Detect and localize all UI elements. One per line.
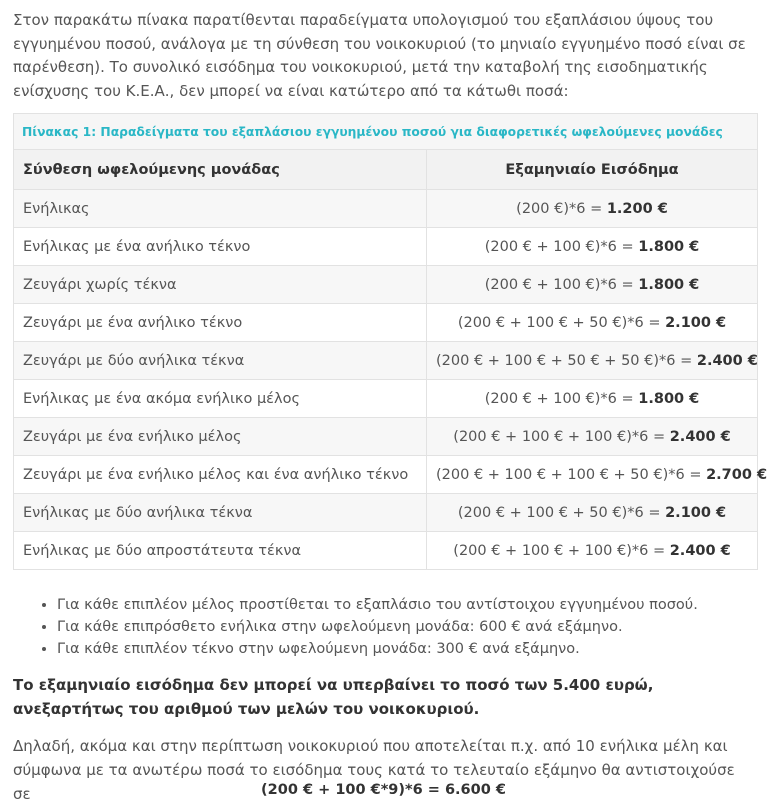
row-formula: (200 € + 100 €)*6 =	[484, 238, 639, 255]
row-total: 2.400 €	[696, 352, 758, 369]
row-income	[427, 494, 758, 532]
row-formula: (200 € + 100 € + 50 €)*6 =	[457, 504, 666, 521]
row-composition: Ενήλικας με ένα ανήλικο τέκνο	[14, 228, 427, 266]
row-composition: Ενήλικας με δύο απροστάτευτα τέκνα	[14, 532, 427, 570]
row-total: 1.800 €	[638, 238, 700, 255]
row-composition: Ζευγάρι με ένα ενήλικο μέλος και ένα ανήλικο τέκνο	[14, 456, 427, 494]
row-formula: (200 € + 100 € + 100 € + 50 €)*6 =	[436, 466, 707, 483]
limit-note: Το εξαμηνιαίο εισόδημα δεν μπορεί να υπερβαίνει το ποσό των 5.400 ευρώ, ανεξαρτήτως του αριθμού των μελών του νοικοκυριού.	[13, 676, 654, 718]
table-row	[14, 190, 758, 228]
example-paragraph: Δηλαδή, ακόμα και στην περίπτωση νοικοκυριού που αποτελείται π.χ. από 10 ενήλικα μέλη και σύμφωνα με τα ανωτέρω ποσά το εισόδημα τους κατά το τελευταίο εξάμηνο θα αντιστοιχούσε σε	[13, 737, 735, 803]
table-header-row	[14, 150, 758, 190]
row-composition: Ζευγάρι με ένα ανήλικο τέκνο	[14, 304, 427, 342]
row-formula: (200 € + 100 €)*6 =	[484, 390, 639, 407]
row-formula: (200 € + 100 € + 100 €)*6 =	[453, 542, 670, 559]
row-formula: (200 €)*6 =	[516, 200, 607, 217]
header-composition: Σύνθεση ωφελούμενης μονάδας	[14, 150, 427, 190]
row-total: 2.100 €	[665, 314, 727, 331]
intro-paragraph: Στον παρακάτω πίνακα παρατίθενται παραδείγματα υπολογισμού του εξαπλάσιου ύψους του εγγυημένου ποσού, ανάλογα με τη σύνθεση του νοικοκυριού (το μηνιαίο εγγυημένο ποσό είναι σε παρένθεση). Το συνολικό εισόδημα του νοικοκυριού, μετά την καταβολή της εισοδηματικής ενίσχυσης του Κ.Ε.Α., δεν μπορεί να είναι κατώτερο από τα κάτωθι ποσά:	[13, 11, 746, 100]
table-row	[14, 304, 758, 342]
example-formula: (200 € + 100 €*9)*6 = 6.600 €	[261, 782, 506, 798]
table-caption-row	[14, 114, 758, 150]
row-total: 2.400 €	[669, 542, 731, 559]
table-row	[14, 418, 758, 456]
row-total: 2.100 €	[665, 504, 727, 521]
list-item: • Για κάθε επιπρόσθετο ενήλικα στην ωφελούμενη μονάδα: 600 € ανά εξάμηνο.	[57, 616, 755, 638]
row-formula: (200 € + 100 € + 100 €)*6 =	[453, 428, 670, 445]
table-row	[14, 532, 758, 570]
list-item: • Για κάθε επιπλέον μέλος προστίθεται το εξαπλάσιο του αντίστοιχου εγγυημένου ποσού.	[57, 594, 755, 616]
list-item: • Για κάθε επιπλέον τέκνο στην ωφελούμενη μονάδα: 300 € ανά εξάμηνο.	[57, 638, 755, 660]
row-income	[427, 304, 758, 342]
table-row	[14, 342, 758, 380]
table-row	[14, 494, 758, 532]
row-total: 1.800 €	[638, 390, 700, 407]
row-total: 2.700 €	[706, 466, 767, 483]
table-caption: Πίνακας 1: Παραδείγματα του εξαπλάσιου εγγυημένου ποσού για διαφορετικές ωφελούμενες μονάδες	[14, 114, 758, 150]
row-total: 1.800 €	[638, 276, 700, 293]
row-composition: Ενήλικας με δύο ανήλικα τέκνα	[14, 494, 427, 532]
row-composition: Ενήλικας με ένα ακόμα ενήλικο μέλος	[14, 380, 427, 418]
row-formula: (200 € + 100 € + 50 €)*6 =	[457, 314, 666, 331]
row-composition: Ζευγάρι χωρίς τέκνα	[14, 266, 427, 304]
row-total: 1.200 €	[606, 200, 668, 217]
row-income	[427, 190, 758, 228]
row-composition: Ζευγάρι με ένα ενήλικο μέλος	[14, 418, 427, 456]
table-row	[14, 266, 758, 304]
row-income	[427, 418, 758, 456]
row-income	[427, 380, 758, 418]
row-income	[427, 342, 758, 380]
row-composition: Ζευγάρι με δύο ανήλικα τέκνα	[14, 342, 427, 380]
row-income	[427, 266, 758, 304]
table-row	[14, 456, 758, 494]
row-income	[427, 228, 758, 266]
header-income: Εξαμηνιαίο Εισόδημα	[427, 150, 758, 190]
notes-list	[13, 594, 755, 660]
row-formula: (200 € + 100 €)*6 =	[484, 276, 639, 293]
row-income	[427, 456, 767, 494]
row-composition: Ενήλικας	[14, 190, 427, 228]
row-income	[427, 532, 758, 570]
table-row	[14, 228, 758, 266]
row-formula: (200 € + 100 € + 50 € + 50 €)*6 =	[436, 352, 697, 369]
income-table	[13, 113, 767, 570]
row-total: 2.400 €	[669, 428, 731, 445]
table-row	[14, 380, 758, 418]
